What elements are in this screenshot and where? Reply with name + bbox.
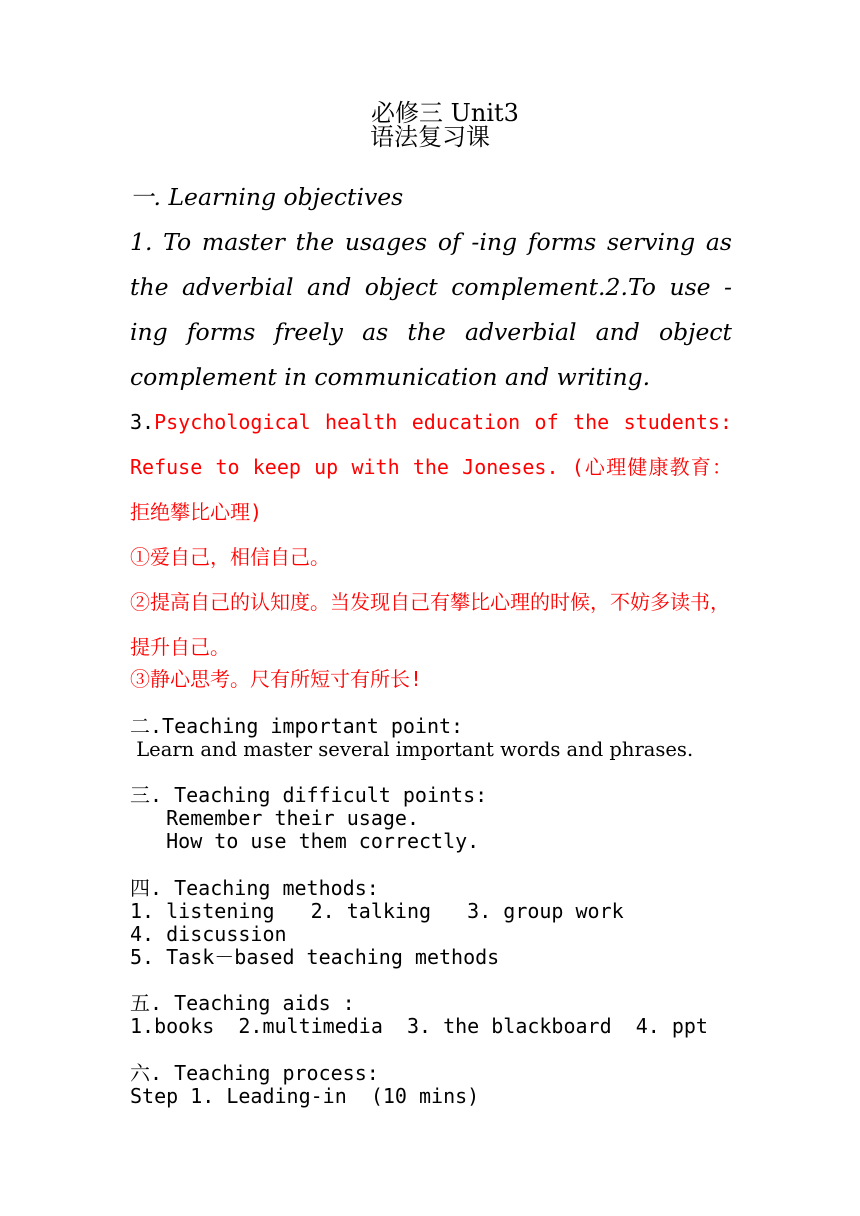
aids-heading: 五. Teaching aids :	[130, 991, 355, 1015]
important-point-heading: 二.Teaching important point:	[130, 714, 464, 738]
title-line-1: 必修三 Unit3	[371, 99, 519, 127]
tip-3: ③静心思考。尺有所短寸有所长!	[130, 667, 423, 691]
objectives-paragraph: 1. To master the usages of -ing forms serving as the adverbial and object complement.2.To use -ing forms freely as the adverbial and object complement in communication and writing.	[130, 228, 732, 391]
aids-line-1: 1.books 2.multimedia 3. the blackboard 4. ppt	[130, 1014, 708, 1038]
title-line-2: 语法复习课	[370, 123, 490, 151]
tip-1: ①爱自己，相信自己。	[130, 545, 330, 569]
difficult-points-heading: 三. Teaching difficult points:	[130, 783, 488, 807]
objective-item-3-text: Psychological health education of the students: Refuse to keep up with the Joneses. (心理健康教育：拒绝攀比心理)	[130, 410, 732, 524]
objectives-heading: 一. Learning objectives	[130, 183, 404, 211]
objective-item-3-number: 3.	[130, 410, 155, 434]
methods-line-3: 5. Task－based teaching methods	[130, 945, 500, 969]
methods-line-2: 4. discussion	[130, 922, 287, 946]
tip-2: ②提高自己的认知度。当发现自己有攀比心理的时候，不妨多读书，提升自己。	[130, 590, 730, 659]
important-point-text: Learn and master several important words and phrases.	[130, 738, 694, 761]
objective-item-3	[130, 400, 732, 535]
process-heading: 六. Teaching process:	[130, 1061, 379, 1085]
methods-line-1: 1. listening 2. talking 3. group work	[130, 899, 624, 923]
difficult-point-1: Remember their usage.	[130, 806, 419, 830]
difficult-point-2: How to use them correctly.	[130, 829, 480, 853]
methods-heading: 四. Teaching methods:	[130, 876, 379, 900]
process-step-1: Step 1. Leading-in (10 mins)	[130, 1084, 480, 1108]
